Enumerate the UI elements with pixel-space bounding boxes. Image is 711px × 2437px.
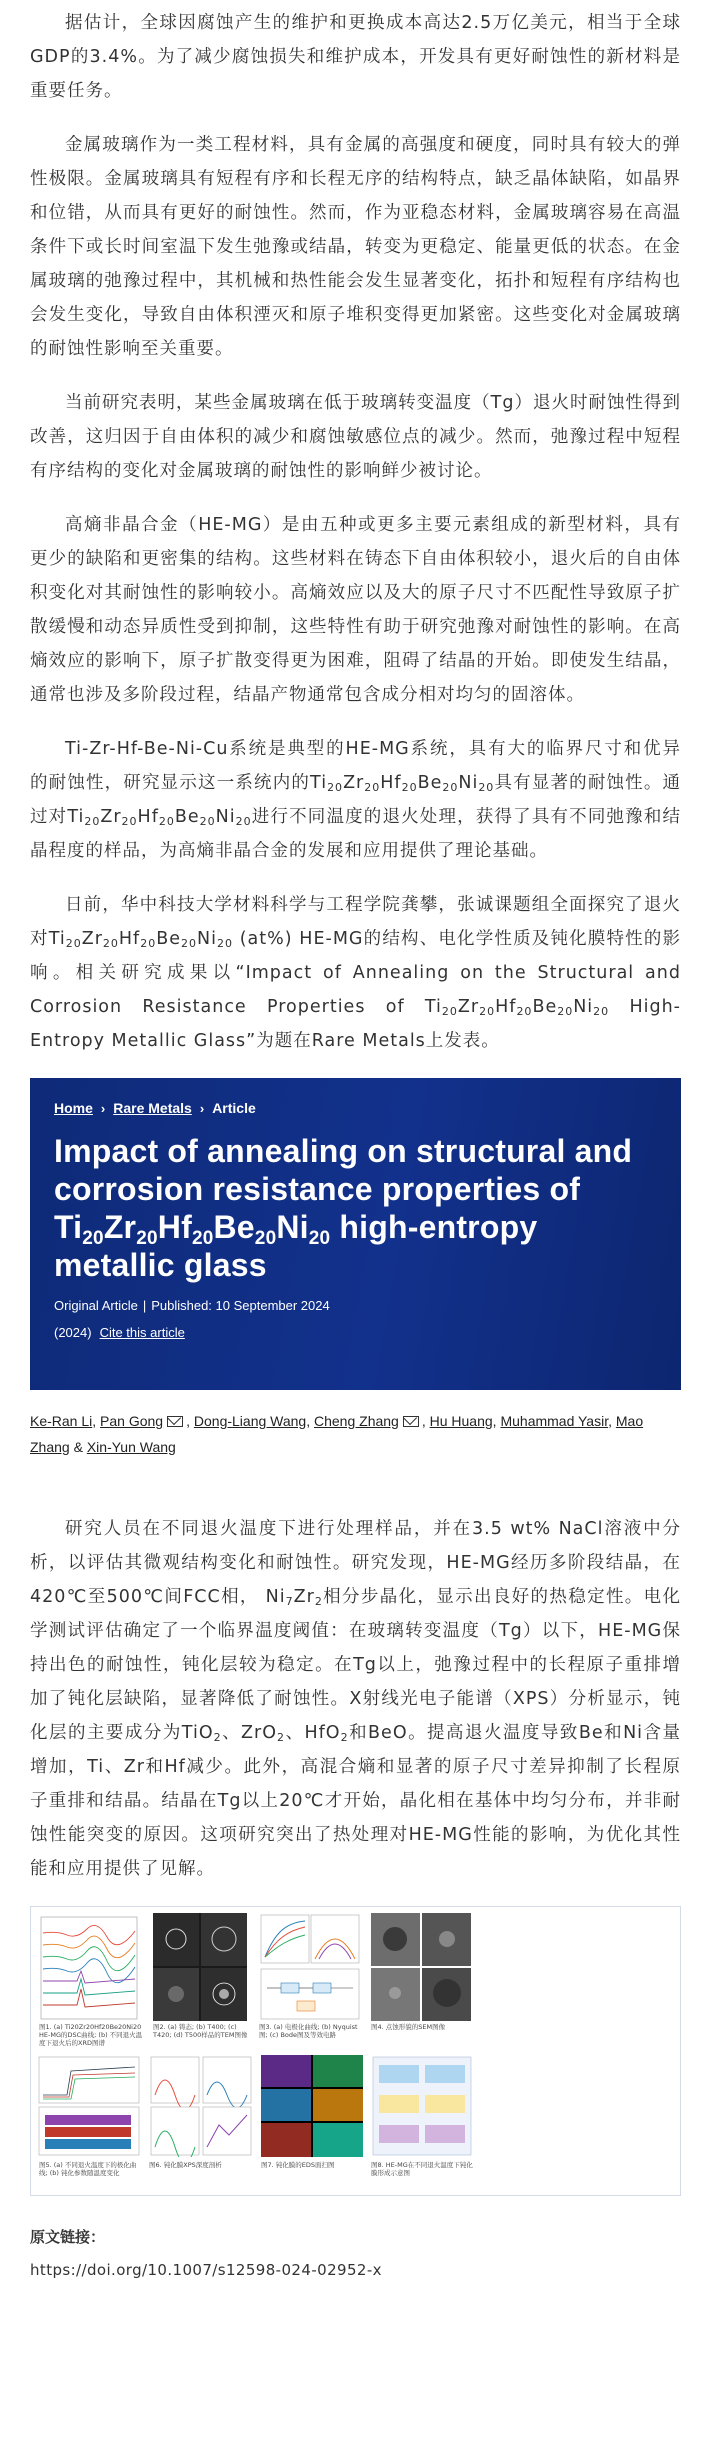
- alloy-formula: [425, 997, 609, 1017]
- formula-element: Be: [174, 807, 200, 827]
- cite-this-article-link[interactable]: Cite this article: [99, 1325, 185, 1340]
- breadcrumb-current: Article: [212, 1100, 256, 1116]
- formula-element: Ti: [424, 997, 442, 1017]
- paragraph-intro: 据估计，全球因腐蚀产生的维护和更换成本高达2.5万亿美元，相当于全球GDP的3.4%。为了减少腐蚀损失和维护成本，开发具有更好耐蚀性的新材料是重要任务。: [30, 13, 681, 101]
- polarization-plots: [37, 2055, 141, 2157]
- formula-subscript: 20: [102, 937, 119, 950]
- formula-subscript: 20: [478, 781, 495, 794]
- formula-subscript: 20: [327, 781, 344, 794]
- figure-caption-6: 图6. 钝化膜XPS深度剖析: [149, 2161, 222, 2169]
- formula-subscript: 20: [441, 1005, 458, 1018]
- formula-subscript: 20: [82, 1228, 104, 1249]
- formula-element: Ti: [67, 807, 85, 827]
- paragraph-current-research: 当前研究表明，某些金属玻璃在低于玻璃转变温度（Tg）退火时耐蚀性得到改善，这归因于自由体积的减少和腐蚀敏感位点的减少。然而，弛豫过程中短程有序结构的变化对金属玻璃的耐蚀性的影响鲜少被讨论。: [30, 393, 681, 481]
- author-link[interactable]: Cheng Zhang: [314, 1413, 399, 1429]
- formula-element: Hf: [118, 929, 141, 949]
- meta-separator: |: [142, 1298, 147, 1313]
- article-year: (2024): [54, 1325, 92, 1340]
- article-meta: [54, 1298, 657, 1313]
- journal-banner: [30, 1078, 681, 1390]
- breadcrumb-home-link[interactable]: Home: [54, 1100, 93, 1116]
- formula-element: Hf: [157, 1209, 192, 1245]
- alloy-formula: [54, 1209, 331, 1249]
- published-date: Published: 10 September 2024: [151, 1298, 330, 1313]
- article-cite-row: [54, 1325, 657, 1340]
- formula-subscript: 20: [216, 937, 233, 950]
- alloy-formula: [310, 773, 494, 793]
- formula-subscript: 20: [191, 1228, 214, 1249]
- figure-caption-2: 图2. (a) 铸态; (b) T400; (c) T420; (d) T500样品的TEM图像: [153, 2023, 248, 2039]
- reference-url-link[interactable]: https://doi.org/10.1007/s12598-024-02952-x: [30, 2261, 382, 2279]
- formula-subscript: 20: [158, 815, 175, 828]
- formula-element: Ti: [310, 773, 328, 793]
- sem-images: [371, 1913, 471, 2021]
- formula-element: Ni: [276, 1209, 309, 1245]
- formula-subscript: 20: [557, 1005, 574, 1018]
- figure-caption-8: 图8. HE-MG在不同退火温度下钝化膜形成示意图: [371, 2161, 473, 2177]
- formula-element: Be: [156, 929, 181, 949]
- formula-subscript: 20: [84, 815, 101, 828]
- formula-subscript: 20: [364, 781, 381, 794]
- breadcrumb: [54, 1100, 657, 1116]
- author-link[interactable]: Muhammad Yasir: [500, 1413, 609, 1429]
- formula-subscript: 20: [516, 1005, 533, 1018]
- figure-caption-5: 图5. (a) 不同退火温度下的极化曲线; (b) 钝化参数随温度变化: [39, 2161, 137, 2177]
- formula-element: Hf: [495, 997, 517, 1017]
- formula-element: Zr: [457, 997, 480, 1017]
- figure-caption-1: 图1. (a) Ti20Zr20Hf20Be20Ni20 HE-MG的DSC曲线; (b) 不同退火温度下退火后的XRD图谱: [39, 2023, 143, 2047]
- author-link[interactable]: Pan Gong: [100, 1413, 164, 1429]
- eds-maps: [261, 2055, 363, 2157]
- author-link[interactable]: Dong-Liang Wang: [193, 1413, 307, 1429]
- paragraph-metallic-glass: 金属玻璃作为一类工程材料，具有金属的高强度和硬度，同时具有较大的弹性极限。金属玻璃具有短程有序和长程无序的结构特点，缺乏晶体缺陷，如晶界和位错，从而具有更好的耐蚀性。然而，作为亚稳态材料，金属玻璃容易在高温条件下或长时间室温下发生弛豫或结晶，转变为更稳定、能量更低的状态。在金属玻璃的弛豫过程中，其机械和热性能会发生显著变化，拓扑和短程有序结构也会发生变化，导致自由体积湮灭和原子堆积变得更加紧密。这些变化对金属玻璃的耐蚀性影响至关重要。: [30, 135, 681, 359]
- formula-subscript: 20: [140, 937, 157, 950]
- article-title: Impact of annealing on structural and corrosion resistance properties of $Ti_{20}Zr_{20}Hf_{20}Be_{20}Ni_{20}$ high-entropy metallic glass: [54, 1133, 633, 1283]
- alloy-formula: [67, 807, 251, 827]
- formula-subscript: 20: [401, 781, 418, 794]
- paragraph-publication: 日前，华中科技大学材料科学与工程学院龚攀，张诚课题组全面探究了退火对$Ti_{20}Zr_{20}Hf_{20}Be_{20}Ni_{20}$ (at%) HE-MG的结构、电化学性质及钝化膜特性的影响。相关研究成果以“Impact of Annealing on the Structural and Corrosion Resistance Properties of $Ti_{20}Zr_{20}Hf_{20}Be_{20}Ni_{20}$ High-Entropy Metallic Glass”为题在Rare Metals上发表。: [30, 895, 682, 1051]
- paragraph-system: Ti-Zr-Hf-Be-Ni-Cu系统是典型的HE-MG系统，具有大的临界尺寸和优异的耐蚀性，研究显示这一系统内的$Ti_{20}Zr_{20}Hf_{20}Be_{20}Ni_{20}$具有显著的耐蚀性。通过对$Ti_{20}Zr_{20}Hf_{20}Be_{20}Ni_{20}$进行不同温度的退火处理，获得了具有不同弛豫和结晶程度的样品，为高熵非晶合金的发展和应用提供了理论基础。: [30, 739, 682, 861]
- formula-subscript: 20: [308, 1228, 331, 1249]
- mail-icon[interactable]: [403, 1416, 419, 1427]
- formula-subscript: 20: [254, 1228, 277, 1249]
- formula-element: Hf: [380, 773, 402, 793]
- formula-subscript: 20: [199, 815, 216, 828]
- formula-element: Hf: [137, 807, 159, 827]
- author-link[interactable]: Hu Huang: [429, 1413, 493, 1429]
- reference-label: 原文链接：: [30, 2228, 106, 2246]
- breadcrumb-journal-link[interactable]: Rare Metals: [113, 1100, 192, 1116]
- formula-element: Ni: [215, 807, 236, 827]
- formula-element: Ti: [48, 929, 66, 949]
- formula-element: Be: [417, 773, 443, 793]
- passive-film-schematic: [371, 2055, 473, 2157]
- figure-caption-7: 图7. 钝化膜的EDS面扫图: [261, 2161, 335, 2169]
- formula-subscript: 20: [593, 1005, 610, 1018]
- formula-subscript: 20: [121, 815, 138, 828]
- chevron-right-icon: ›: [100, 1100, 106, 1116]
- electrochemical-plots: [259, 1913, 361, 2021]
- formula-subscript: 20: [479, 1005, 496, 1018]
- author-link[interactable]: Ke-Ran Li: [30, 1413, 93, 1429]
- figure-caption-3: 图3. (a) 电极化曲线; (b) Nyquist图; (c) Bode图及等效电路: [259, 2023, 358, 2039]
- paragraph-he-mg: 高熵非晶合金（HE-MG）是由五种或更多主要元素组成的新型材料，具有更少的缺陷和更密集的结构。这些材料在铸态下自由体积较小，退火后的自由体积变化对其耐蚀性的影响较小。高熵效应以及大的原子尺寸不匹配性导致原子扩散缓慢和动态异质性受到抑制，这些特性有助于研究弛豫对耐蚀性的影响。在高熵效应的影响下，原子扩散变得更为困难，阻碍了结晶的开始。即使发生结晶，通常也涉及多阶段过程，结晶产物通常包含成分相对均匀的固溶体。: [30, 515, 681, 705]
- formula-element: Zr: [343, 773, 365, 793]
- formula-element: Be: [532, 997, 558, 1017]
- formula-subscript: 20: [235, 815, 252, 828]
- figure-caption-4: 图4. 点蚀形貌的SEM图像: [371, 2023, 446, 2031]
- mail-icon[interactable]: [167, 1416, 183, 1427]
- formula-element: Ti: [54, 1209, 83, 1245]
- chevron-right-icon: ›: [199, 1100, 205, 1116]
- formula-element: Ni: [458, 773, 479, 793]
- formula-subscript: 20: [442, 781, 459, 794]
- article-type: Original Article: [54, 1298, 138, 1313]
- alloy-formula: [49, 929, 233, 949]
- formula-element: Ni: [197, 929, 217, 949]
- formula-element: Zr: [81, 929, 103, 949]
- paragraph-findings: 研究人员在不同退火温度下进行处理样品，并在3.5 wt% NaCl溶液中分析，以评估其微观结构变化和耐蚀性。研究发现，HE-MG经历多阶段结晶，在420℃至500℃间FCC相， $Ni_7Zr_2$相分步晶化，显示出良好的热稳定性。电化学测试评估确定了一个临界温度阈值：在玻璃转变温度（Tg）以下，HE-MG保持出色的耐蚀性，钝化层较为稳定。在Tg以上，弛豫过程中的长程原子重排增加了钝化层缺陷，显著降低了耐蚀性。X射线光电子能谱（XPS）分析显示，钝化层的主要成分为TiO$_2$、ZrO$_2$、HfO$_2$和BeO。提高退火温度导致Be和Ni含量增加，Ti、Zr和Hf减少。此外，高混合熵和显著的原子尺寸差异抑制了长程原子重排和结晶。结晶在Tg以上20℃才开始，晶化相在基体中均匀分布，并非耐蚀性能突变的原因。这项研究突出了热处理对HE-MG性能的影响，为优化其性能和应用提供了见解。: [30, 1519, 681, 1879]
- formula-element: Zr: [103, 1209, 137, 1245]
- author-link[interactable]: Mao Zhang: [30, 1413, 644, 1455]
- formula-subscript: 20: [136, 1228, 158, 1249]
- formula-subscript: 20: [181, 937, 197, 950]
- formula-subscript: 20: [65, 937, 82, 950]
- formula-element: Be: [213, 1209, 255, 1245]
- author-list: Ke-Ran Li, Pan Gong , Dong-Liang Wang, Cheng Zhang , Hu Huang, Muhammad Yasir, Mao Zhang & Xin-Yun Wang: [30, 1413, 644, 1455]
- figure-collage: [30, 1906, 681, 2196]
- author-link[interactable]: Xin-Yun Wang: [86, 1439, 176, 1455]
- formula-element: Ni: [573, 997, 594, 1017]
- tem-images: [153, 1913, 247, 2021]
- xps-plots: [149, 2055, 253, 2157]
- formula-element: Zr: [100, 807, 122, 827]
